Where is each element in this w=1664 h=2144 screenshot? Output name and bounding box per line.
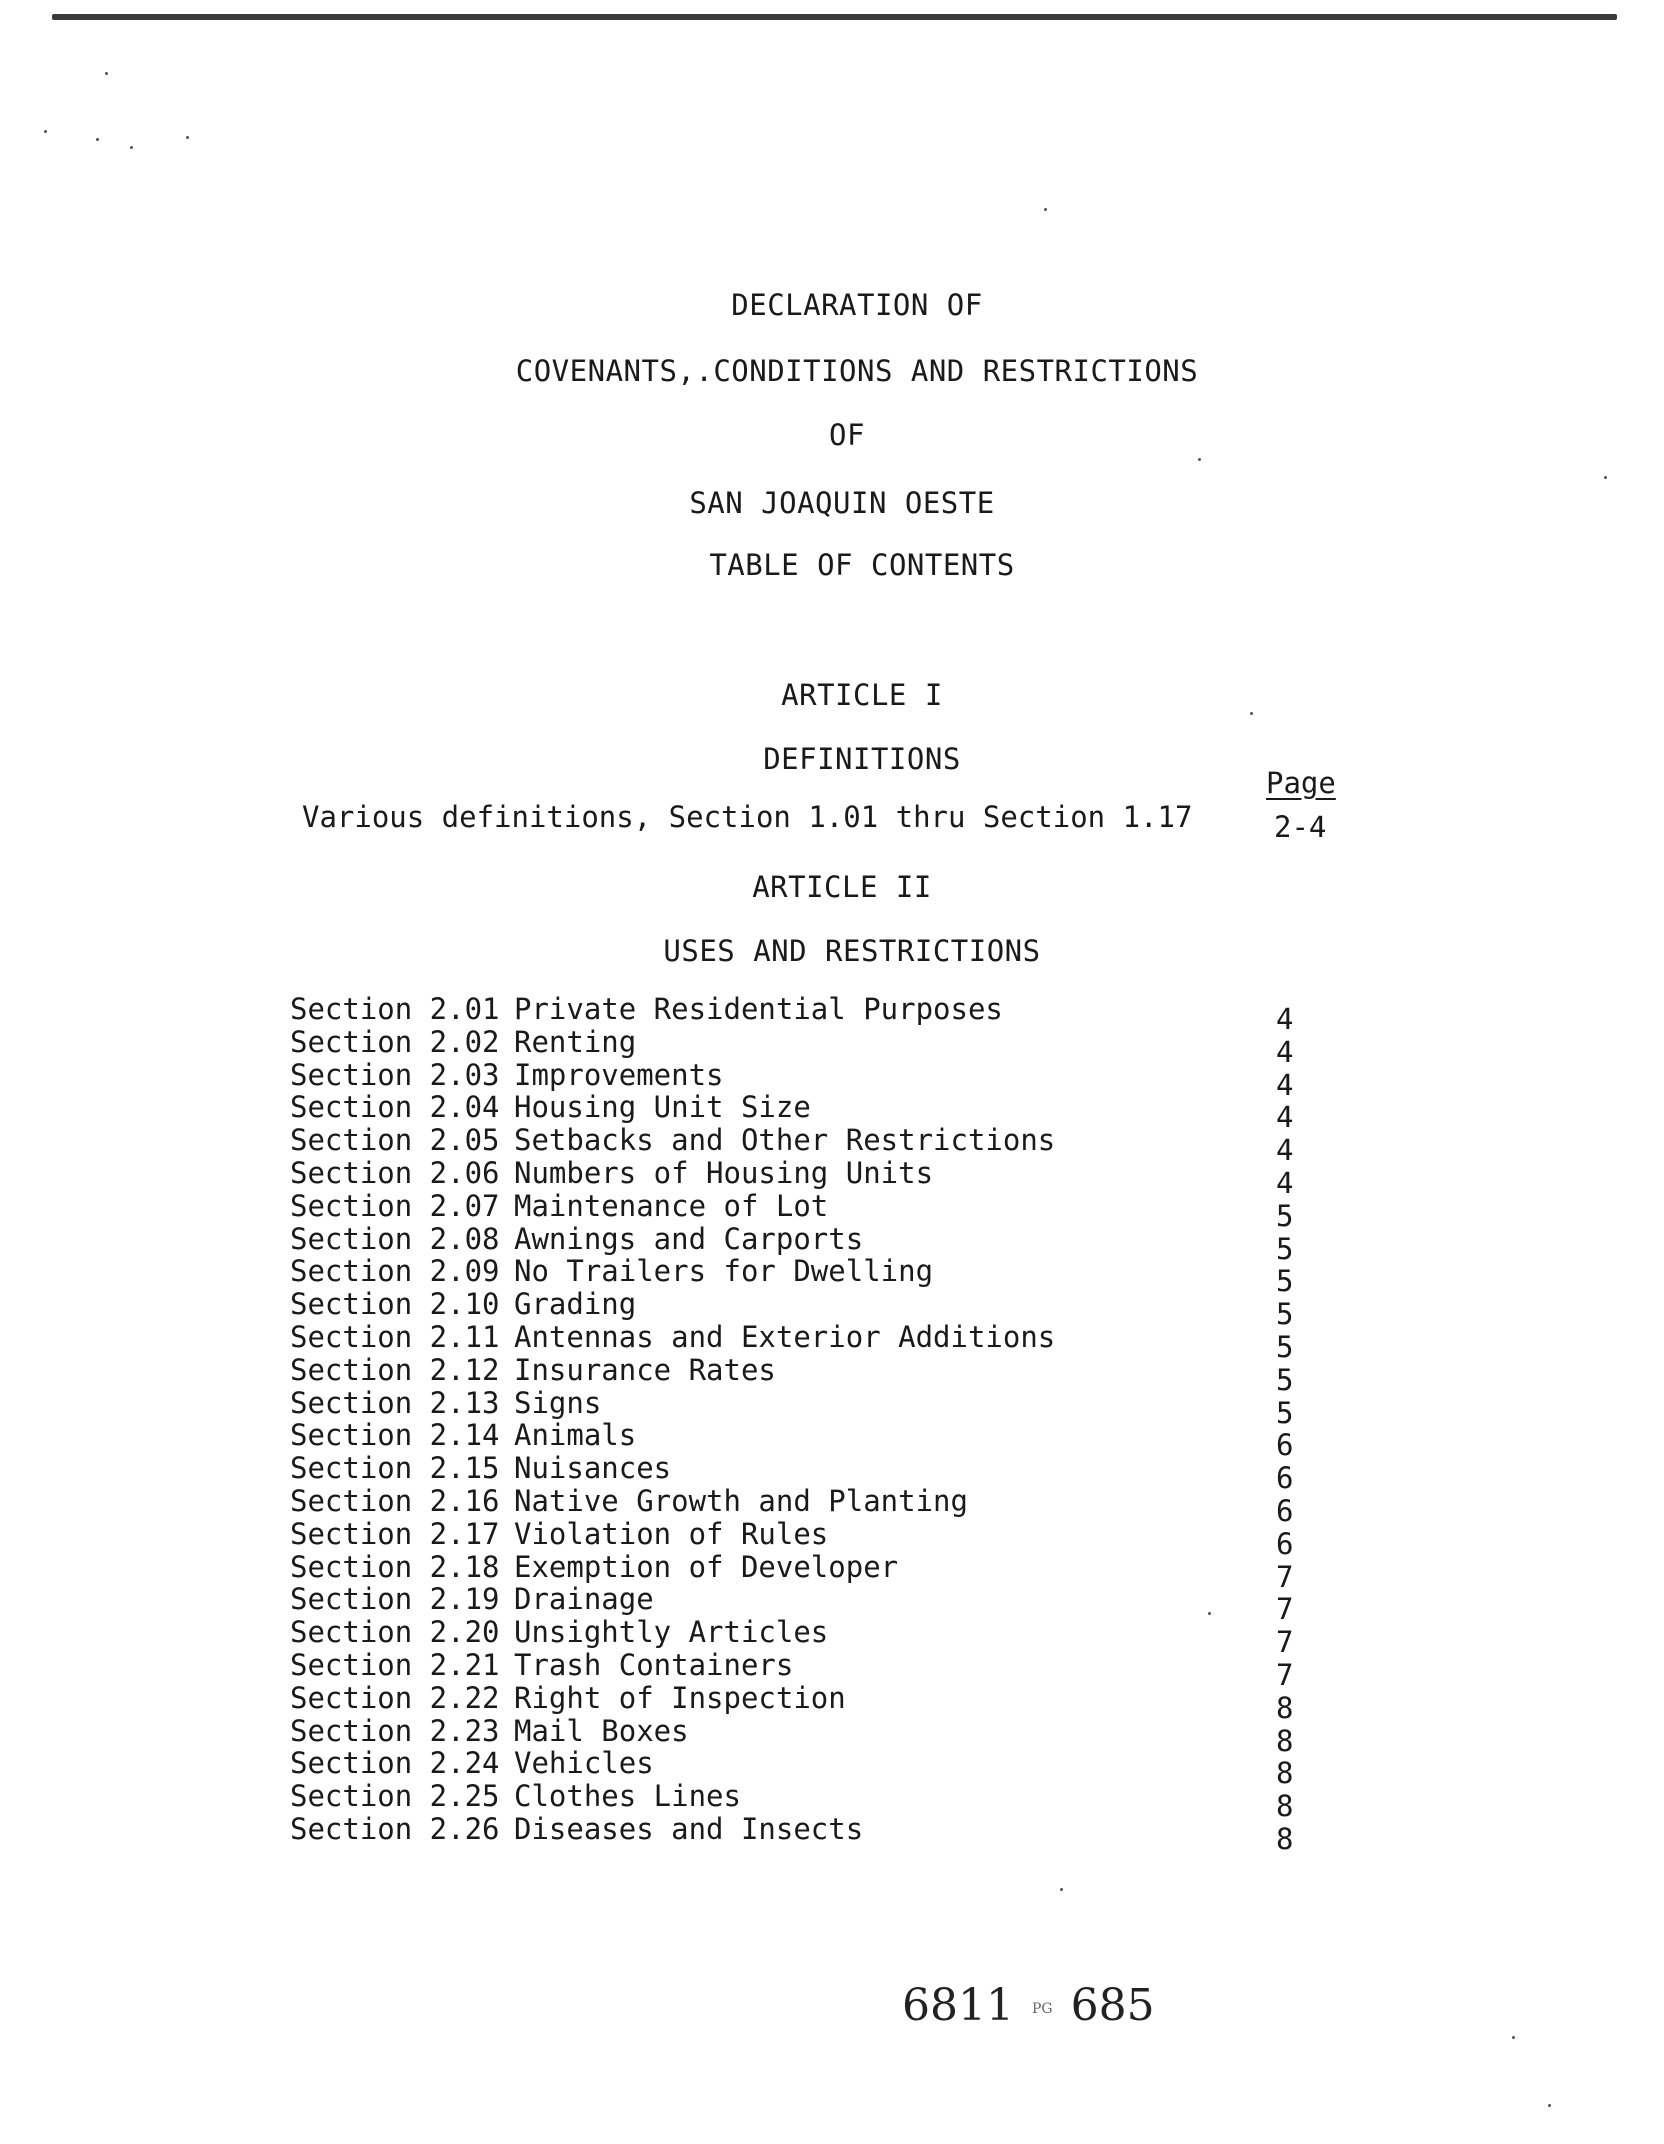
toc-section-page: 4 [1276, 1100, 1294, 1135]
toc-row [290, 1713, 1350, 1758]
article-1-heading: ARTICLE I [781, 678, 943, 712]
toc-row [290, 1451, 1350, 1496]
toc-section-page: 4 [1276, 1165, 1294, 1200]
toc-row [290, 1352, 1350, 1397]
toc-section-number: Section 2.20 [290, 1615, 500, 1650]
toc-section-number: Section 2.15 [290, 1451, 500, 1486]
page-column-heading: Page [1266, 766, 1336, 800]
toc-section-title: Improvements [514, 1057, 724, 1092]
toc-section-title: Nuisances [514, 1451, 672, 1486]
toc-section-page: 5 [1276, 1395, 1294, 1430]
toc-section-page: 8 [1276, 1690, 1294, 1725]
toc-row [290, 1549, 1350, 1594]
toc-section-number: Section 2.14 [290, 1418, 500, 1453]
toc-section-number: Section 2.25 [290, 1779, 500, 1814]
article-2-heading: ARTICLE II [752, 870, 932, 904]
toc-section-number: Section 2.01 [290, 992, 500, 1026]
toc-section-title: Housing Unit Size [514, 1090, 811, 1125]
toc-section-number: Section 2.13 [290, 1385, 500, 1420]
toc-section-title: Setbacks and Other Restrictions [514, 1123, 1056, 1158]
toc-section-number: Section 2.17 [290, 1516, 500, 1551]
toc-row [290, 992, 1350, 1036]
toc-section-title: Maintenance of Lot [514, 1188, 829, 1223]
toc-row [290, 1385, 1350, 1430]
toc-row [290, 1615, 1350, 1660]
title-line-project-name: SAN JOAQUIN OESTE [689, 486, 995, 520]
toc-row [290, 1779, 1350, 1824]
scan-speck [1512, 2036, 1515, 2039]
toc-row [290, 1647, 1350, 1692]
toc-section-page: 5 [1276, 1198, 1294, 1233]
recording-book-number: 6811 [902, 1980, 1014, 2031]
toc-row [290, 1287, 1350, 1332]
toc-section-title: Vehicles [514, 1746, 654, 1781]
toc-row [290, 1516, 1350, 1561]
title-line-declaration: DECLARATION OF [731, 288, 983, 322]
toc-section-page: 5 [1276, 1231, 1294, 1266]
toc-section-page: 7 [1276, 1592, 1294, 1627]
toc-section-page: 8 [1276, 1723, 1294, 1758]
toc-section-number: Section 2.06 [290, 1155, 500, 1190]
toc-row [290, 1155, 1350, 1200]
definitions-entry-text: Various definitions, Section 1.01 thru Section 1.17 [302, 800, 1193, 834]
toc-row [290, 1221, 1350, 1266]
toc-section-number: Section 2.11 [290, 1319, 500, 1354]
scan-speck [130, 146, 133, 149]
toc-section-title: Antennas and Exterior Additions [514, 1319, 1056, 1354]
title-line-of: OF [829, 418, 865, 452]
toc-row [290, 1254, 1350, 1299]
scan-speck [1044, 208, 1047, 211]
scan-speck [1198, 458, 1201, 461]
title-line-covenants: COVENANTS,.CONDITIONS AND RESTRICTIONS [515, 354, 1199, 388]
toc-section-number: Section 2.12 [290, 1352, 500, 1387]
toc-section-title: Animals [514, 1418, 637, 1453]
toc-section-number: Section 2.19 [290, 1582, 500, 1617]
toc-row [290, 1057, 1350, 1102]
toc-section-page: 4 [1276, 1067, 1294, 1102]
article-2-title: USES AND RESTRICTIONS [663, 934, 1041, 968]
toc-section-title: No Trailers for Dwelling [514, 1254, 934, 1289]
toc-section-number: Section 2.18 [290, 1549, 500, 1584]
scan-speck [186, 136, 189, 139]
article-2-section-list [290, 992, 1350, 1856]
toc-section-title: Exemption of Developer [514, 1549, 899, 1584]
toc-section-title: Native Growth and Planting [514, 1483, 968, 1518]
toc-row [290, 1024, 1350, 1069]
toc-section-page: 5 [1276, 1329, 1294, 1364]
toc-row [290, 1746, 1350, 1791]
toc-section-title: Unsightly Articles [514, 1615, 829, 1650]
toc-row [290, 1582, 1350, 1627]
toc-section-number: Section 2.26 [290, 1811, 500, 1846]
toc-section-page: 4 [1276, 1002, 1294, 1036]
toc-section-title: Private Residential Purposes [514, 992, 1003, 1026]
toc-section-title: Clothes Lines [514, 1779, 741, 1814]
toc-section-page: 8 [1276, 1789, 1294, 1824]
toc-section-page: 5 [1276, 1264, 1294, 1299]
toc-row [290, 1188, 1350, 1233]
toc-row [290, 1811, 1350, 1856]
toc-section-number: Section 2.02 [290, 1024, 500, 1059]
scan-speck [1604, 476, 1607, 479]
toc-section-number: Section 2.05 [290, 1123, 500, 1158]
toc-section-page: 8 [1276, 1756, 1294, 1791]
top-border-rule [52, 14, 1617, 20]
toc-row [290, 1680, 1350, 1725]
toc-row [290, 1123, 1350, 1168]
toc-section-page: 8 [1276, 1821, 1294, 1856]
recording-number [902, 1980, 1155, 2031]
toc-section-page: 4 [1276, 1034, 1294, 1069]
scan-speck [1250, 712, 1253, 715]
scan-speck [44, 130, 47, 133]
toc-row [290, 1090, 1350, 1135]
toc-section-title: Violation of Rules [514, 1516, 829, 1551]
toc-section-title: Renting [514, 1024, 637, 1059]
toc-row [290, 1483, 1350, 1528]
toc-section-title: Numbers of Housing Units [514, 1155, 934, 1190]
title-line-table-of-contents: TABLE OF CONTENTS [709, 548, 1015, 582]
scan-speck [1548, 2104, 1551, 2107]
toc-section-page: 7 [1276, 1559, 1294, 1594]
toc-section-page: 7 [1276, 1625, 1294, 1660]
recording-pg-mark: PG [1031, 2000, 1053, 2017]
toc-section-number: Section 2.04 [290, 1090, 500, 1125]
toc-section-page: 5 [1276, 1362, 1294, 1397]
toc-section-page: 7 [1276, 1657, 1294, 1692]
toc-section-number: Section 2.07 [290, 1188, 500, 1223]
toc-section-page: 6 [1276, 1428, 1294, 1463]
scan-speck [1060, 1888, 1063, 1891]
toc-section-number: Section 2.21 [290, 1647, 500, 1682]
toc-section-page: 6 [1276, 1461, 1294, 1496]
toc-section-title: Drainage [514, 1582, 654, 1617]
toc-section-title: Grading [514, 1287, 637, 1322]
scan-speck [105, 72, 108, 75]
toc-section-page: 5 [1276, 1297, 1294, 1332]
recording-page-number: 685 [1070, 1980, 1155, 2031]
toc-section-number: Section 2.03 [290, 1057, 500, 1092]
toc-section-number: Section 2.08 [290, 1221, 500, 1256]
toc-section-title: Signs [514, 1385, 602, 1420]
toc-row [290, 1418, 1350, 1463]
definitions-entry-page: 2-4 [1274, 810, 1327, 844]
scan-speck [96, 138, 99, 141]
toc-section-title: Insurance Rates [514, 1352, 776, 1387]
toc-section-title: Trash Containers [514, 1647, 794, 1682]
toc-section-title: Right of Inspection [514, 1680, 846, 1715]
toc-section-number: Section 2.24 [290, 1746, 500, 1781]
toc-section-number: Section 2.16 [290, 1483, 500, 1518]
toc-section-number: Section 2.23 [290, 1713, 500, 1748]
toc-row [290, 1319, 1350, 1364]
toc-section-title: Awnings and Carports [514, 1221, 864, 1256]
toc-section-page: 6 [1276, 1493, 1294, 1528]
toc-section-page: 6 [1276, 1526, 1294, 1561]
toc-section-number: Section 2.10 [290, 1287, 500, 1322]
toc-section-number: Section 2.09 [290, 1254, 500, 1289]
toc-section-page: 4 [1276, 1133, 1294, 1168]
toc-section-title: Mail Boxes [514, 1713, 689, 1748]
toc-section-title: Diseases and Insects [514, 1811, 864, 1846]
article-1-title: DEFINITIONS [763, 742, 961, 776]
toc-section-number: Section 2.22 [290, 1680, 500, 1715]
